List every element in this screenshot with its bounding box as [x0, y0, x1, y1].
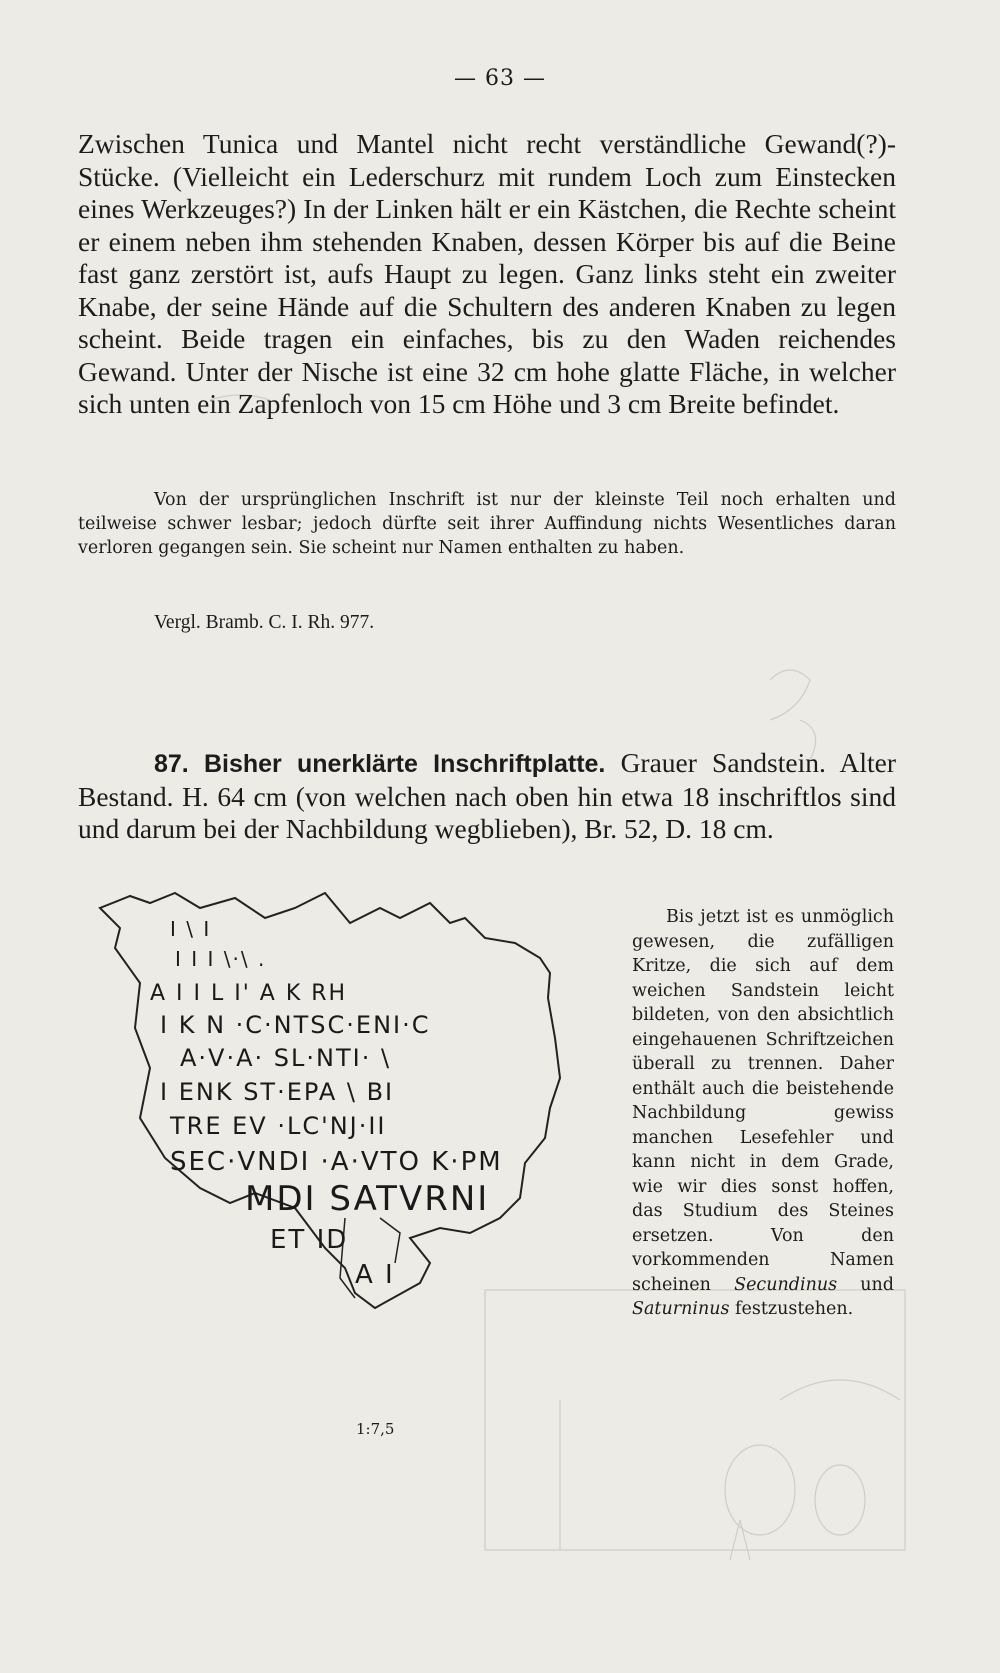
inscription-line: ET ID	[270, 1225, 349, 1255]
figure-caption	[632, 905, 894, 1322]
caption-text: Bis jetzt ist es unmöglich gewesen, die zufälligen Kritze, die sich auf dem weichen Sandstein leicht bildeten, von den absichtlich eingehauenen Schriftzeichen überall zu trennen. Daher enthält auch die beistehende Nachbildung gewiss manchen Lesefehler und kann nicht in dem Grade, wie wir dies sonst hoffen, das Studium des Steines ersetzen. Von den vorkommenden Namen scheinen	[632, 907, 894, 1295]
body-paragraph: Zwischen Tunica und Mantel nicht recht verständliche Gewand(?)-Stücke. (Vielleicht ein Lederschurz mit rundem Loch zum Einstecken eines Werkzeuges?) In der Linken hält er ein Kästchen, die Rechte scheint er einem neben ihm stehenden Knaben, dessen Körper bis auf die Beine fast ganz zerstört ist, aufs Haupt zu legen. Ganz links steht ein zweiter Knabe, der seine Hände auf die Schultern des anderen Knaben zu legen scheint. Beide tragen ein einfaches, bis zu den Waden reichendes Gewand. Unter der Nische ist eine 32 cm hohe glatte Fläche, in welcher sich unten ein Zapfenloch von 15 cm Höhe und 3 cm Breite befindet.	[78, 128, 896, 419]
inscription-line: SEC·VNDI ·A·VTO K·PM	[170, 1147, 503, 1177]
caption-text: festzustehen.	[729, 1299, 854, 1319]
inscription-drawing	[80, 888, 640, 1448]
inscription-line: I \ I	[170, 917, 212, 941]
bibliographic-reference: Vergl. Bramb. C. I. Rh. 977.	[154, 612, 375, 633]
entry-text: Grauer Sandstein. Alter Bestand. H. 64 cm (von welchen nach oben hin etwa 18 inschriftlos sind und darum bei der Nachbildung wegblieben), Br. 52, D. 18 cm.	[78, 747, 897, 844]
inscription-line: A·V·A· SL·NTI· \	[180, 1044, 392, 1072]
inscription-line: I K N ·C·NTSC·ENI·C	[160, 1011, 431, 1039]
figure-scale: 1:7,5	[356, 1420, 395, 1438]
catalog-entry-87	[78, 747, 896, 846]
inscription-line: A I	[355, 1260, 395, 1290]
inscription-line: TRE EV ·LC'NJ·II	[170, 1112, 387, 1140]
caption-text: und	[837, 1274, 895, 1295]
entry-heading: 87. Bisher unerklärte Inschriftplatte.	[154, 750, 606, 778]
caption-name-saturninus: Saturninus	[632, 1299, 730, 1319]
inscription-line: MDI SATVRNI	[245, 1179, 490, 1219]
caption-name-secundinus: Secundinus	[734, 1274, 838, 1295]
page-number: — 63 —	[454, 66, 546, 91]
inscription-line: I I I \·\ .	[175, 947, 267, 971]
footnote-paragraph: Von der ursprünglichen Inschrift ist nur der kleinste Teil noch erhalten und teilweise schwer lesbar; jedoch dürfte seit ihrer Auffindung nichts Wesentliches daran verloren gegangen sein. Sie scheint nur Namen enthalten zu haben.	[78, 490, 896, 558]
inscription-line: A I I L I' A K RH	[150, 981, 348, 1006]
inscription-line: I ENK ST·EPA \ BI	[160, 1078, 395, 1106]
